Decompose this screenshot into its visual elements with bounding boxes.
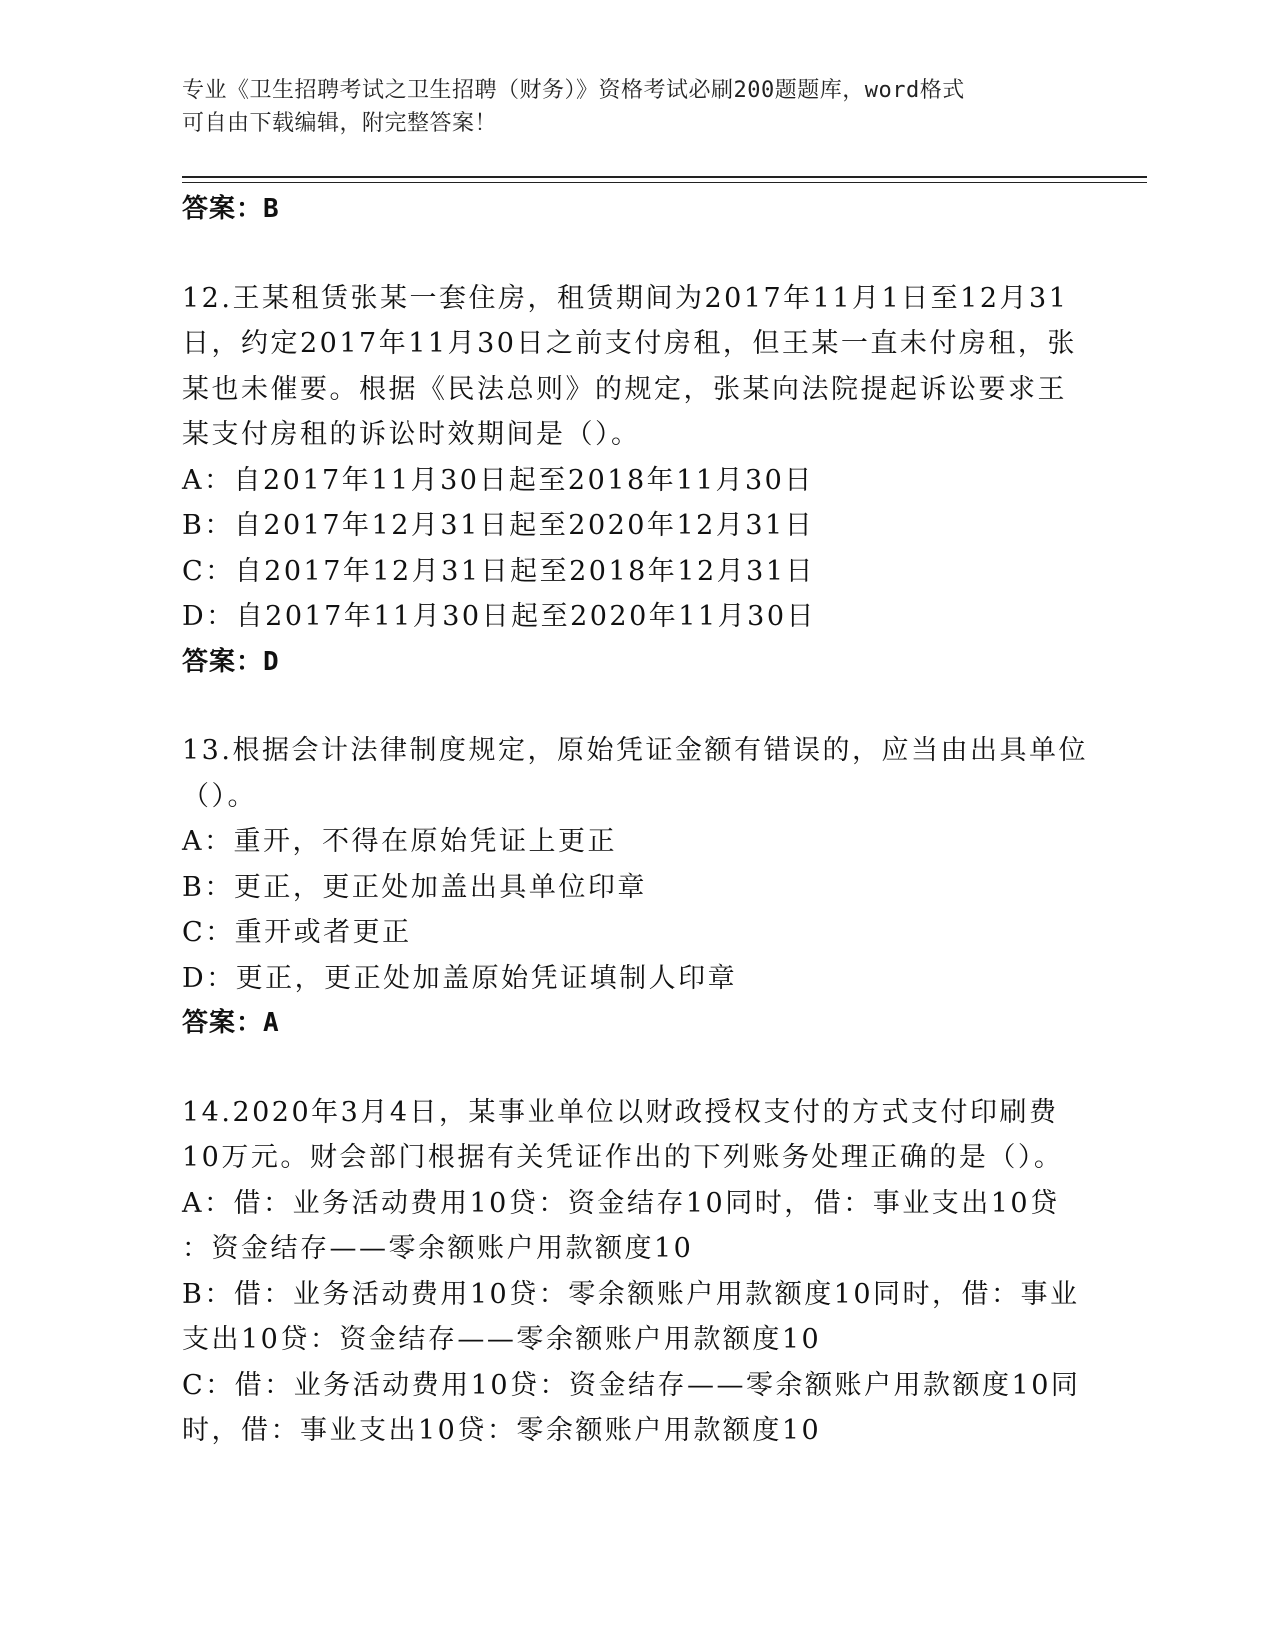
block-gap — [182, 233, 1062, 276]
option-c: C：重开或者更正 — [182, 917, 412, 948]
answer-line: 答案：A — [182, 1008, 280, 1038]
option-a: A：借：业务活动费用10贷：资金结存10同时，借：事业支出10贷 — [182, 1187, 1060, 1219]
header-rule-thick — [182, 176, 1147, 178]
option-d: D：更正，更正处加盖原始凭证填制人印章 — [182, 962, 738, 994]
option-b: B：借：业务活动费用10贷：零余额账户用款额度10同时，借：事业 — [182, 1278, 1080, 1310]
question-line: 日，约定2017年11月30日之前支付房租，但王某一直未付房租，张 — [182, 328, 1077, 359]
question-block-14 — [182, 1090, 1081, 1454]
question-line: 14.2020年3月4日，某事业单位以财政授权支付的方式支付印刷费 — [182, 1096, 1059, 1128]
block-gap — [182, 1047, 1062, 1090]
option-d: D：自2017年11月30日起至2020年11月30日 — [182, 601, 816, 632]
answer-line: 答案：B — [182, 194, 280, 224]
option-b-continued: 支出10贷：资金结存——零余额账户用款额度10 — [182, 1324, 822, 1355]
document-body — [182, 187, 1088, 1454]
question-line: 某支付房租的诉讼时效期间是（）。 — [182, 419, 641, 450]
option-c-continued: 时，借：事业支出10贷：零余额账户用款额度10 — [182, 1415, 822, 1446]
header-rule-thin — [182, 182, 1147, 183]
question-block-13 — [182, 728, 1088, 1047]
question-block-12 — [182, 276, 1077, 686]
page-header — [182, 74, 1082, 140]
option-a: A：重开，不得在原始凭证上更正 — [182, 826, 617, 857]
option-a-continued: ：资金结存——零余额账户用款额度10 — [182, 1233, 694, 1264]
option-b: B：自2017年12月31日起至2020年12月31日 — [182, 510, 815, 541]
question-line: （）。 — [182, 780, 257, 812]
option-c: C：借：业务活动费用10贷：资金结存——零余额账户用款额度10同 — [182, 1369, 1081, 1401]
option-a: A：自2017年11月30日起至2018年11月30日 — [182, 464, 814, 496]
option-c: C：自2017年12月31日起至2018年12月31日 — [182, 555, 816, 587]
question-line: 12.王某租赁张某一套住房，租赁期间为2017年11月1日至12月31 — [182, 282, 1069, 314]
answer-line: 答案：D — [182, 646, 280, 677]
option-b: B：更正，更正处加盖出具单位印章 — [182, 871, 647, 903]
block-gap — [182, 685, 1062, 728]
header-line-1: 专业《卫生招聘考试之卫生招聘（财务）》资格考试必刷200题题库，word格式 — [182, 78, 965, 103]
header-line-2: 可自由下载编辑，附完整答案！ — [182, 111, 498, 136]
question-line: 13.根据会计法律制度规定，原始凭证金额有错误的，应当由出具单位 — [182, 735, 1088, 766]
question-line: 某也未催要。根据《民法总则》的规定，张某向法院提起诉讼要求王 — [182, 373, 1067, 405]
question-line: 10万元。财会部门根据有关凭证作出的下列账务处理正确的是（）。 — [182, 1142, 1064, 1173]
